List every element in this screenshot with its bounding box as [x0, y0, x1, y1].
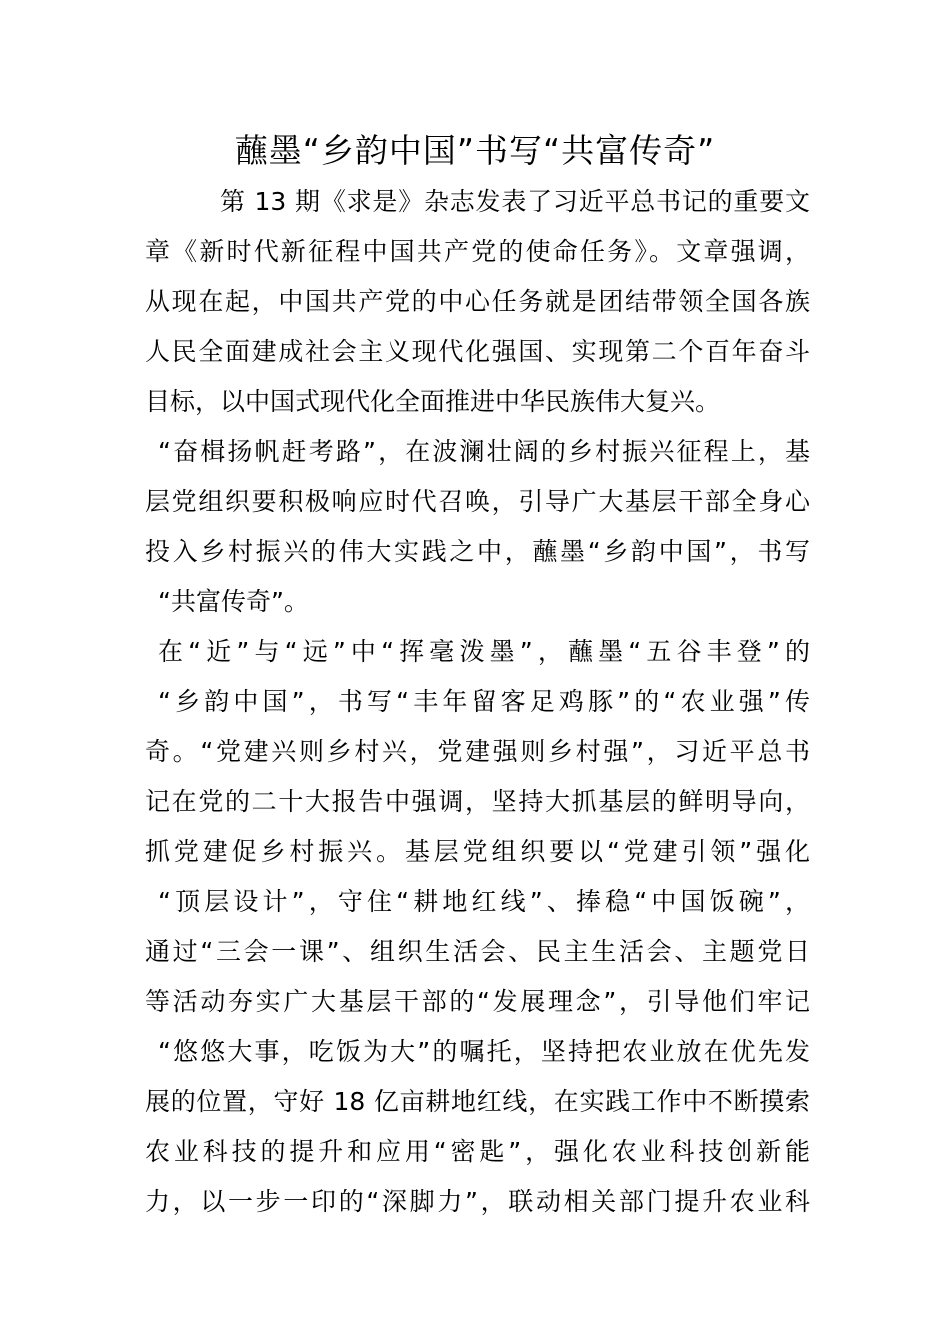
paragraph-line: 投入乡村振兴的伟大实践之中，蘸墨“乡韵中国”，书写	[145, 537, 810, 566]
document-title: 蘸墨“乡韵中国”书写“共富传奇”	[234, 131, 716, 170]
paragraph-line: “顶层设计”，守住“耕地红线”、捧稳“中国饭碗”，	[158, 887, 810, 916]
paragraph-line: 层党组织要积极响应时代召唤，引导广大基层干部全身心	[145, 487, 810, 516]
paragraph-line: 第 13 期《求是》杂志发表了习近平总书记的重要文	[220, 187, 810, 216]
paragraph-line: “悠悠大事，吃饭为大”的嘱托，坚持把农业放在优先发	[158, 1037, 810, 1066]
paragraph-line: “奋楫扬帆赶考路”，在波澜壮阔的乡村振兴征程上，基	[158, 437, 810, 466]
paragraph-line: 从现在起，中国共产党的中心任务就是团结带领全国各族	[145, 287, 810, 316]
paragraph-line: 记在党的二十大报告中强调，坚持大抓基层的鲜明导向，	[145, 787, 810, 816]
paragraph-line: 人民全面建成社会主义现代化强国、实现第二个百年奋斗	[145, 337, 810, 366]
paragraph-line: 目标，以中国式现代化全面推进中华民族伟大复兴。	[145, 387, 721, 416]
article-body	[145, 177, 810, 1227]
paragraph-line: 等活动夯实广大基层干部的“发展理念”，引导他们牢记	[145, 987, 810, 1016]
paragraph-line: “乡韵中国”，书写“丰年留客足鸡豚”的“农业强”传	[158, 687, 810, 716]
paragraph-line: 章《新时代新征程中国共产党的使命任务》。文章强调，	[145, 237, 810, 266]
paragraph-line: 力，以一步一印的“深脚力”，联动相关部门提升农业科	[145, 1187, 810, 1216]
paragraph-line: 展的位置，守好 18 亿亩耕地红线，在实践工作中不断摸索	[145, 1087, 810, 1116]
paragraph-line: 奇。“党建兴则乡村兴，党建强则乡村强”，习近平总书	[145, 737, 810, 766]
paragraph-line: 抓党建促乡村振兴。基层党组织要以“党建引领”强化	[145, 837, 810, 866]
paragraph-line: 农业科技的提升和应用“密匙”，强化农业科技创新能	[145, 1137, 810, 1166]
paragraph-line: 通过“三会一课”、组织生活会、民主生活会、主题党日	[145, 937, 810, 966]
paragraph-line: “共富传奇”。	[158, 587, 309, 616]
paragraph-line: 在“近”与“远”中“挥毫泼墨”，蘸墨“五谷丰登”的	[158, 637, 810, 666]
